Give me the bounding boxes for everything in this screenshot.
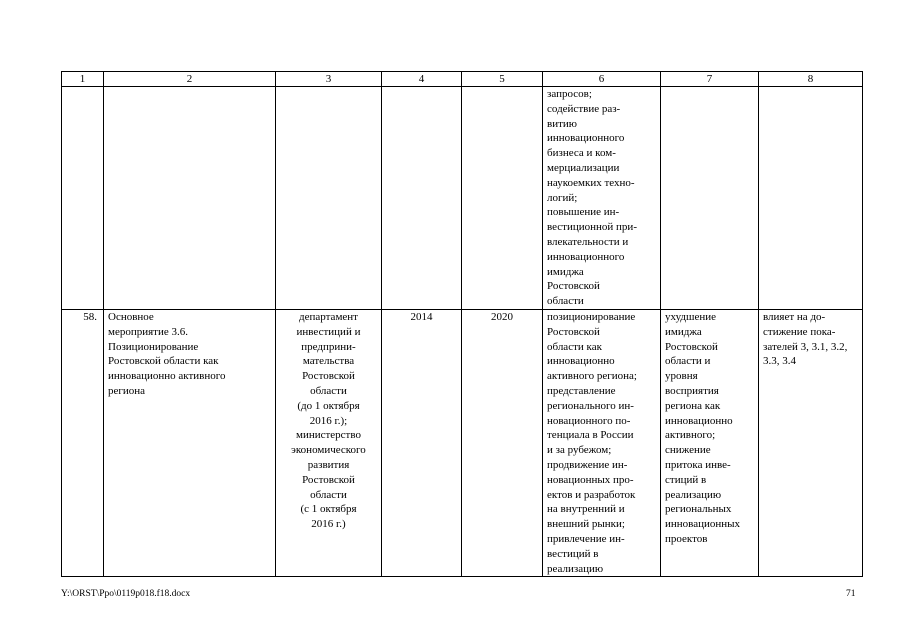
executor-cell: департамент инвестиций и предприни- мательства Ростовской области (до 1 октября 2016 г.); министерство экономического развития Ростовской области (с 1 октября 2016 г.) <box>276 309 382 576</box>
result-cell: запросов; содействие раз- витию инновационного бизнеса и ком- мерциализации наукоемких техно- логий; повышение ин- вестиционной при- влекательности и инновационного имиджа Ростовской области <box>543 87 661 310</box>
column-number-cell: 7 <box>661 72 759 87</box>
column-number-cell: 3 <box>276 72 382 87</box>
column-number-cell: 2 <box>104 72 276 87</box>
result-cell: позиционирование Ростовской области как инновационно активного региона; представление регионального ин- новационного по- тенциала в России и за рубежом; продвижение ин- новационных про- ектов и разработок на внутренний и внешний рынки; привлечение ин- вестиций в реализацию <box>543 309 661 576</box>
program-table <box>61 71 863 577</box>
empty-cell <box>661 87 759 310</box>
empty-cell <box>62 87 104 310</box>
empty-cell <box>104 87 276 310</box>
empty-cell <box>759 87 863 310</box>
column-number-row <box>62 72 863 87</box>
start-year-cell: 2014 <box>382 309 462 576</box>
continuation-row <box>62 87 863 310</box>
consequences-cell: ухудшение имиджа Ростовской области и уровня восприятия региона как инновационно активного; снижение притока инве- стиций в реализацию региональных инновационных проектов <box>661 309 759 576</box>
table-row <box>62 309 863 576</box>
column-number-cell: 1 <box>62 72 104 87</box>
empty-cell <box>382 87 462 310</box>
row-number-cell: 58. <box>62 309 104 576</box>
column-number-cell: 6 <box>543 72 661 87</box>
empty-cell <box>276 87 382 310</box>
page-number: 71 <box>846 589 856 599</box>
footer-file-path: Y:\ORST\Ppo\0119p018.f18.docx <box>61 589 191 599</box>
relation-cell: влияет на до- стижение пока- зателей 3, 3.1, 3.2, 3.3, 3.4 <box>759 309 863 576</box>
column-number-cell: 5 <box>462 72 543 87</box>
column-number-cell: 8 <box>759 72 863 87</box>
column-number-cell: 4 <box>382 72 462 87</box>
end-year-cell: 2020 <box>462 309 543 576</box>
measure-cell: Основное мероприятие 3.6. Позиционирование Ростовской области как инновационно активного региона <box>104 309 276 576</box>
empty-cell <box>462 87 543 310</box>
